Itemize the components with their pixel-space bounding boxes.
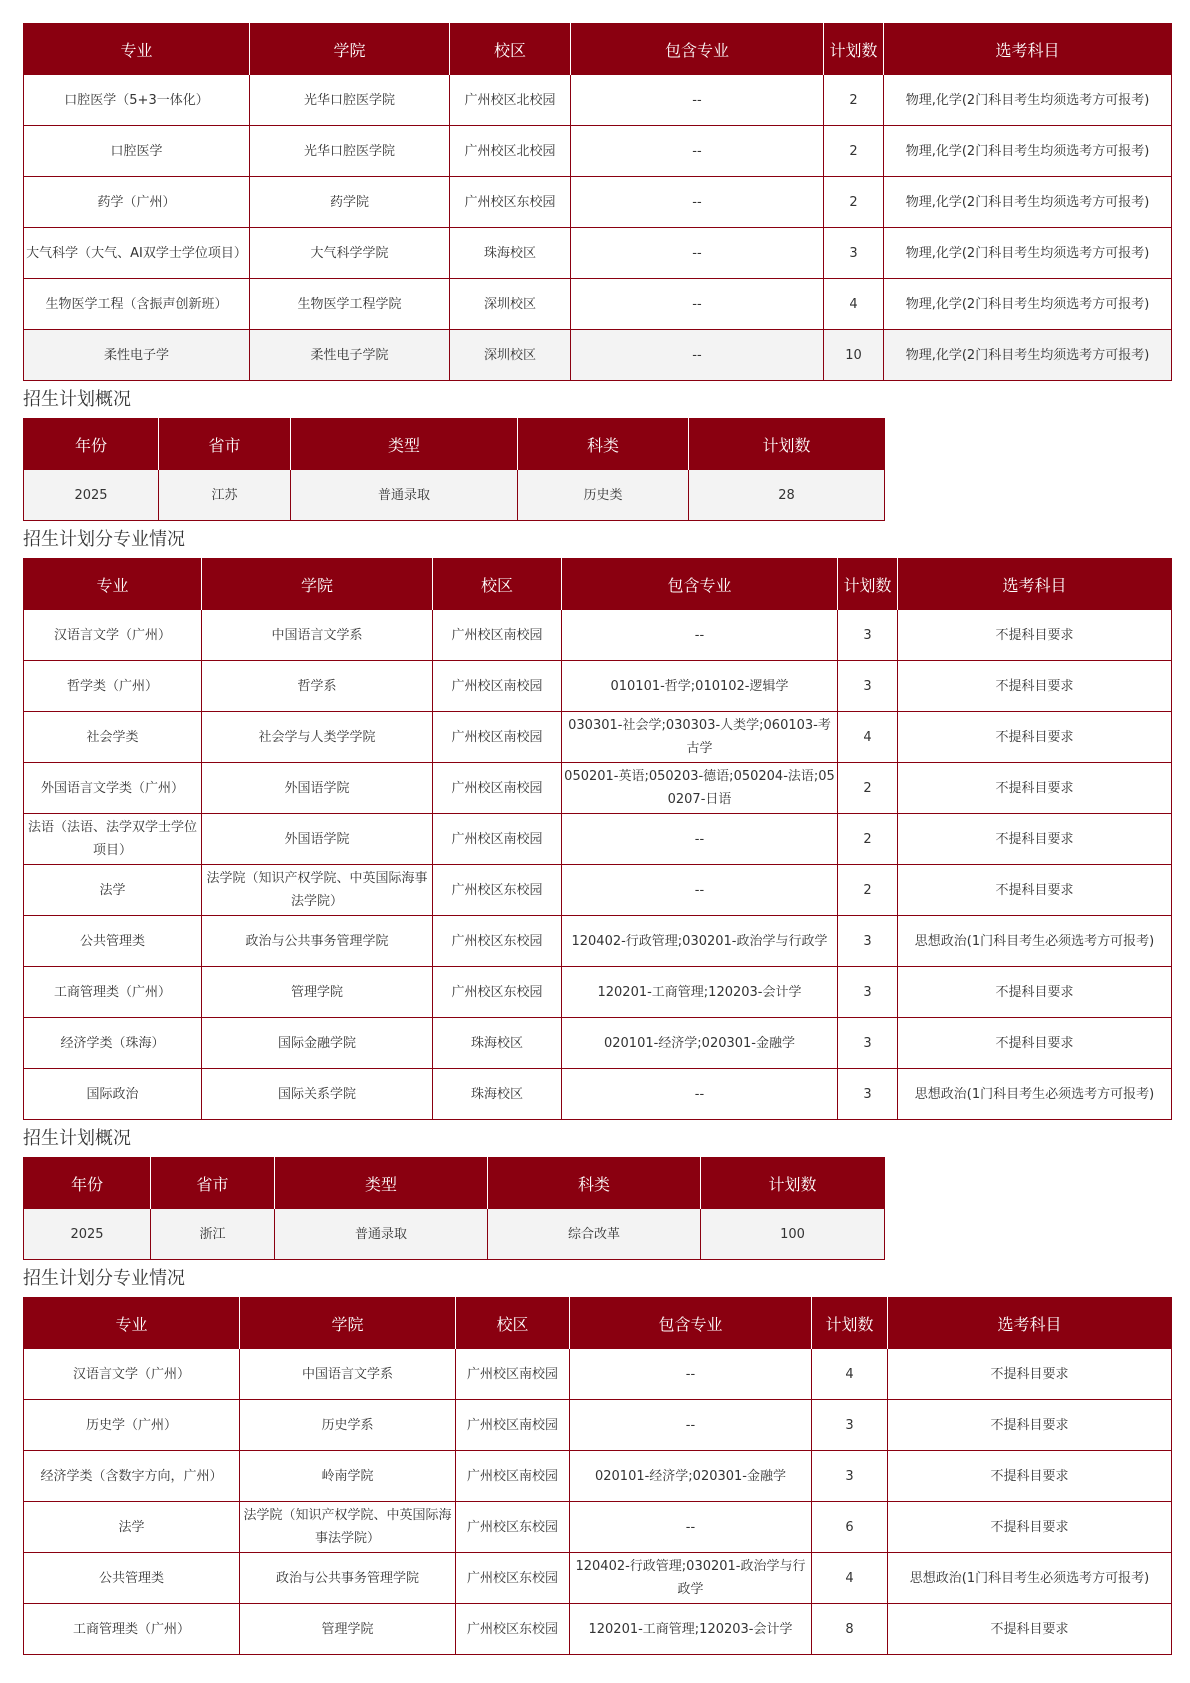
cell-subjects: 思想政治(1门科目考生必须选考方可报考) [888,1553,1172,1604]
cell-subjects: 不提科目要求 [898,763,1172,814]
table-row [24,712,1172,763]
cell-subjects: 物理,化学(2门科目考生均须选考方可报考) [884,75,1172,126]
cell-plan-count: 2 [824,75,884,126]
table-row [24,1502,1172,1553]
cell-college: 社会学与人类学学院 [202,712,433,763]
summary-table-zhejiang [23,1157,885,1260]
cell-campus: 广州校区北校园 [450,126,571,177]
cell-plan-count: 4 [812,1553,888,1604]
table-row [24,1069,1172,1120]
table-row [24,1349,1172,1400]
cell-college: 中国语言文学系 [202,610,433,661]
table-row [24,1209,885,1260]
table-header-row [24,1298,1172,1349]
cell-subjects: 不提科目要求 [898,967,1172,1018]
col-header-subjects: 选考科目 [884,24,1172,75]
table-row [24,763,1172,814]
col-header-included-majors: 包含专业 [562,559,838,610]
cell-college: 光华口腔医学院 [250,126,450,177]
cell-plan-count: 4 [812,1349,888,1400]
col-header-plan-count: 计划数 [838,559,898,610]
cell-college: 管理学院 [202,967,433,1018]
cell-subjects: 不提科目要求 [888,1604,1172,1655]
cell-college: 哲学系 [202,661,433,712]
cell-year: 2025 [24,1209,151,1260]
section-title-summary-jiangsu: 招生计划概况 [23,389,131,410]
cell-included-majors: -- [570,1400,812,1451]
cell-major: 汉语言文学（广州） [24,610,202,661]
cell-major: 国际政治 [24,1069,202,1120]
table-row [24,126,1172,177]
cell-campus: 深圳校区 [450,330,571,381]
cell-subjects: 不提科目要求 [888,1349,1172,1400]
cell-campus: 广州校区南校园 [433,814,562,865]
cell-college: 生物医学工程学院 [250,279,450,330]
cell-major: 社会学类 [24,712,202,763]
cell-subjects: 物理,化学(2门科目考生均须选考方可报考) [884,177,1172,228]
cell-major: 工商管理类（广州） [24,967,202,1018]
table-row [24,865,1172,916]
cell-college: 光华口腔医学院 [250,75,450,126]
cell-year: 2025 [24,470,159,521]
cell-subjects: 不提科目要求 [898,1018,1172,1069]
cell-included-majors: -- [571,279,824,330]
cell-college: 药学院 [250,177,450,228]
cell-plan-count: 3 [824,228,884,279]
cell-plan-count: 8 [812,1604,888,1655]
table-header-row [24,1158,885,1209]
summary-table-jiangsu [23,418,885,521]
cell-major: 公共管理类 [24,916,202,967]
cell-included-majors: -- [571,126,824,177]
cell-plan-count: 2 [838,814,898,865]
cell-category: 综合改革 [488,1209,701,1260]
cell-subjects: 不提科目要求 [888,1400,1172,1451]
col-header-included-majors: 包含专业 [570,1298,812,1349]
cell-campus: 广州校区南校园 [456,1400,570,1451]
cell-campus: 珠海校区 [433,1069,562,1120]
page-content [23,23,1172,1655]
cell-province: 江苏 [159,470,291,521]
cell-major: 汉语言文学（广州） [24,1349,240,1400]
cell-included-majors: -- [571,75,824,126]
cell-major: 工商管理类（广州） [24,1604,240,1655]
cell-included-majors: -- [562,814,838,865]
cell-major: 经济学类（珠海） [24,1018,202,1069]
cell-province: 浙江 [151,1209,275,1260]
col-header-campus: 校区 [433,559,562,610]
cell-major: 口腔医学（5+3一体化） [24,75,250,126]
section-title-summary-zhejiang: 招生计划概况 [23,1128,131,1149]
cell-included-majors: -- [571,330,824,381]
cell-subjects: 物理,化学(2门科目考生均须选考方可报考) [884,330,1172,381]
section-title-majors-zhejiang: 招生计划分专业情况 [23,1268,185,1289]
col-header-type: 类型 [291,419,518,470]
cell-plan-count: 3 [812,1400,888,1451]
col-header-subjects: 选考科目 [898,559,1172,610]
table-row [24,1604,1172,1655]
table-row [24,1553,1172,1604]
cell-campus: 广州校区东校园 [433,916,562,967]
cell-subjects: 不提科目要求 [898,814,1172,865]
cell-plan-count: 3 [838,916,898,967]
cell-campus: 广州校区南校园 [456,1349,570,1400]
cell-major: 历史学（广州） [24,1400,240,1451]
cell-plan-count: 3 [838,967,898,1018]
cell-major: 哲学类（广州） [24,661,202,712]
table-row [24,1400,1172,1451]
cell-included-majors: 020101-经济学;020301-金融学 [562,1018,838,1069]
cell-campus: 广州校区东校园 [456,1502,570,1553]
cell-campus: 珠海校区 [450,228,571,279]
cell-plan-count: 28 [689,470,885,521]
cell-campus: 广州校区北校园 [450,75,571,126]
cell-major: 法语（法语、法学双学士学位项目） [24,814,202,865]
cell-included-majors: -- [570,1502,812,1553]
majors-table-zhejiang [23,1297,1172,1655]
cell-campus: 深圳校区 [450,279,571,330]
cell-included-majors: 120402-行政管理;030201-政治学与行政学 [562,916,838,967]
cell-included-majors: 010101-哲学;010102-逻辑学 [562,661,838,712]
col-header-college: 学院 [240,1298,456,1349]
cell-included-majors: 020101-经济学;020301-金融学 [570,1451,812,1502]
table-row [24,1451,1172,1502]
table-row [24,228,1172,279]
cell-included-majors: -- [571,228,824,279]
cell-subjects: 思想政治(1门科目考生必须选考方可报考) [898,916,1172,967]
cell-plan-count: 2 [838,763,898,814]
cell-campus: 广州校区东校园 [450,177,571,228]
cell-campus: 广州校区南校园 [433,661,562,712]
cell-included-majors: -- [571,177,824,228]
col-header-campus: 校区 [450,24,571,75]
cell-college: 法学院（知识产权学院、中英国际海事法学院） [202,865,433,916]
cell-major: 药学（广州） [24,177,250,228]
cell-college: 管理学院 [240,1604,456,1655]
cell-campus: 珠海校区 [433,1018,562,1069]
table-row [24,814,1172,865]
cell-college: 国际关系学院 [202,1069,433,1120]
cell-type: 普通录取 [275,1209,488,1260]
cell-campus: 广州校区南校园 [456,1451,570,1502]
cell-major: 经济学类（含数字方向，广州） [24,1451,240,1502]
cell-plan-count: 3 [838,610,898,661]
table-row [24,1018,1172,1069]
cell-campus: 广州校区东校园 [456,1553,570,1604]
cell-subjects: 物理,化学(2门科目考生均须选考方可报考) [884,279,1172,330]
cell-campus: 广州校区东校园 [456,1604,570,1655]
col-header-category: 科类 [488,1158,701,1209]
col-header-included-majors: 包含专业 [571,24,824,75]
cell-included-majors: 120201-工商管理;120203-会计学 [570,1604,812,1655]
cell-plan-count: 6 [812,1502,888,1553]
col-header-campus: 校区 [456,1298,570,1349]
cell-included-majors: 120201-工商管理;120203-会计学 [562,967,838,1018]
cell-major: 柔性电子学 [24,330,250,381]
cell-plan-count: 2 [838,865,898,916]
table-row [24,610,1172,661]
cell-major: 外国语言文学类（广州） [24,763,202,814]
cell-major: 生物医学工程（含振声创新班） [24,279,250,330]
cell-included-majors: -- [562,610,838,661]
cell-subjects: 不提科目要求 [898,712,1172,763]
cell-subjects: 不提科目要求 [898,865,1172,916]
col-header-province: 省市 [151,1158,275,1209]
cell-major: 法学 [24,1502,240,1553]
cell-campus: 广州校区南校园 [433,610,562,661]
cell-subjects: 物理,化学(2门科目考生均须选考方可报考) [884,126,1172,177]
cell-college: 法学院（知识产权学院、中英国际海事法学院） [240,1502,456,1553]
col-header-subjects: 选考科目 [888,1298,1172,1349]
col-header-plan-count: 计划数 [812,1298,888,1349]
cell-college: 政治与公共事务管理学院 [240,1553,456,1604]
cell-campus: 广州校区南校园 [433,763,562,814]
cell-subjects: 不提科目要求 [888,1502,1172,1553]
cell-included-majors: 120402-行政管理;030201-政治学与行政学 [570,1553,812,1604]
col-header-college: 学院 [250,24,450,75]
table-row [24,75,1172,126]
cell-subjects: 物理,化学(2门科目考生均须选考方可报考) [884,228,1172,279]
cell-college: 国际金融学院 [202,1018,433,1069]
col-header-year: 年份 [24,1158,151,1209]
cell-included-majors: 050201-英语;050203-德语;050204-法语;050207-日语 [562,763,838,814]
cell-included-majors: -- [570,1349,812,1400]
cell-college: 柔性电子学院 [250,330,450,381]
table-row [24,177,1172,228]
col-header-type: 类型 [275,1158,488,1209]
cell-included-majors: -- [562,1069,838,1120]
section-title-majors-jiangsu: 招生计划分专业情况 [23,529,185,550]
col-header-year: 年份 [24,419,159,470]
cell-college: 外国语学院 [202,763,433,814]
table-row [24,279,1172,330]
cell-plan-count: 4 [824,279,884,330]
cell-plan-count: 2 [824,177,884,228]
col-header-plan-count: 计划数 [824,24,884,75]
cell-plan-count: 3 [838,661,898,712]
cell-subjects: 思想政治(1门科目考生必须选考方可报考) [898,1069,1172,1120]
col-header-major: 专业 [24,1298,240,1349]
cell-subjects: 不提科目要求 [888,1451,1172,1502]
col-header-category: 科类 [518,419,689,470]
cell-college: 历史学系 [240,1400,456,1451]
table-row [24,470,885,521]
col-header-major: 专业 [24,559,202,610]
cell-type: 普通录取 [291,470,518,521]
cell-subjects: 不提科目要求 [898,610,1172,661]
cell-included-majors: -- [562,865,838,916]
col-header-province: 省市 [159,419,291,470]
cell-plan-count: 10 [824,330,884,381]
col-header-plan-count: 计划数 [689,419,885,470]
table-header-row [24,24,1172,75]
cell-major: 法学 [24,865,202,916]
table-row [24,661,1172,712]
cell-subjects: 不提科目要求 [898,661,1172,712]
cell-major: 公共管理类 [24,1553,240,1604]
cell-included-majors: 030301-社会学;030303-人类学;060103-考古学 [562,712,838,763]
majors-table-jiangsu [23,558,1172,1120]
cell-plan-count: 4 [838,712,898,763]
col-header-plan-count: 计划数 [701,1158,885,1209]
table-row [24,967,1172,1018]
table-header-row [24,419,885,470]
cell-college: 中国语言文学系 [240,1349,456,1400]
cell-college: 政治与公共事务管理学院 [202,916,433,967]
table-row [24,330,1172,381]
table-header-row [24,559,1172,610]
majors-table-previous [23,23,1172,381]
cell-category: 历史类 [518,470,689,521]
cell-campus: 广州校区南校园 [433,712,562,763]
cell-plan-count: 3 [812,1451,888,1502]
cell-major: 大气科学（大气、AI双学士学位项目） [24,228,250,279]
cell-plan-count: 100 [701,1209,885,1260]
cell-plan-count: 2 [824,126,884,177]
cell-plan-count: 3 [838,1018,898,1069]
cell-major: 口腔医学 [24,126,250,177]
cell-college: 外国语学院 [202,814,433,865]
table-row [24,916,1172,967]
col-header-college: 学院 [202,559,433,610]
cell-campus: 广州校区东校园 [433,865,562,916]
col-header-major: 专业 [24,24,250,75]
cell-campus: 广州校区东校园 [433,967,562,1018]
cell-college: 大气科学学院 [250,228,450,279]
cell-college: 岭南学院 [240,1451,456,1502]
cell-plan-count: 3 [838,1069,898,1120]
